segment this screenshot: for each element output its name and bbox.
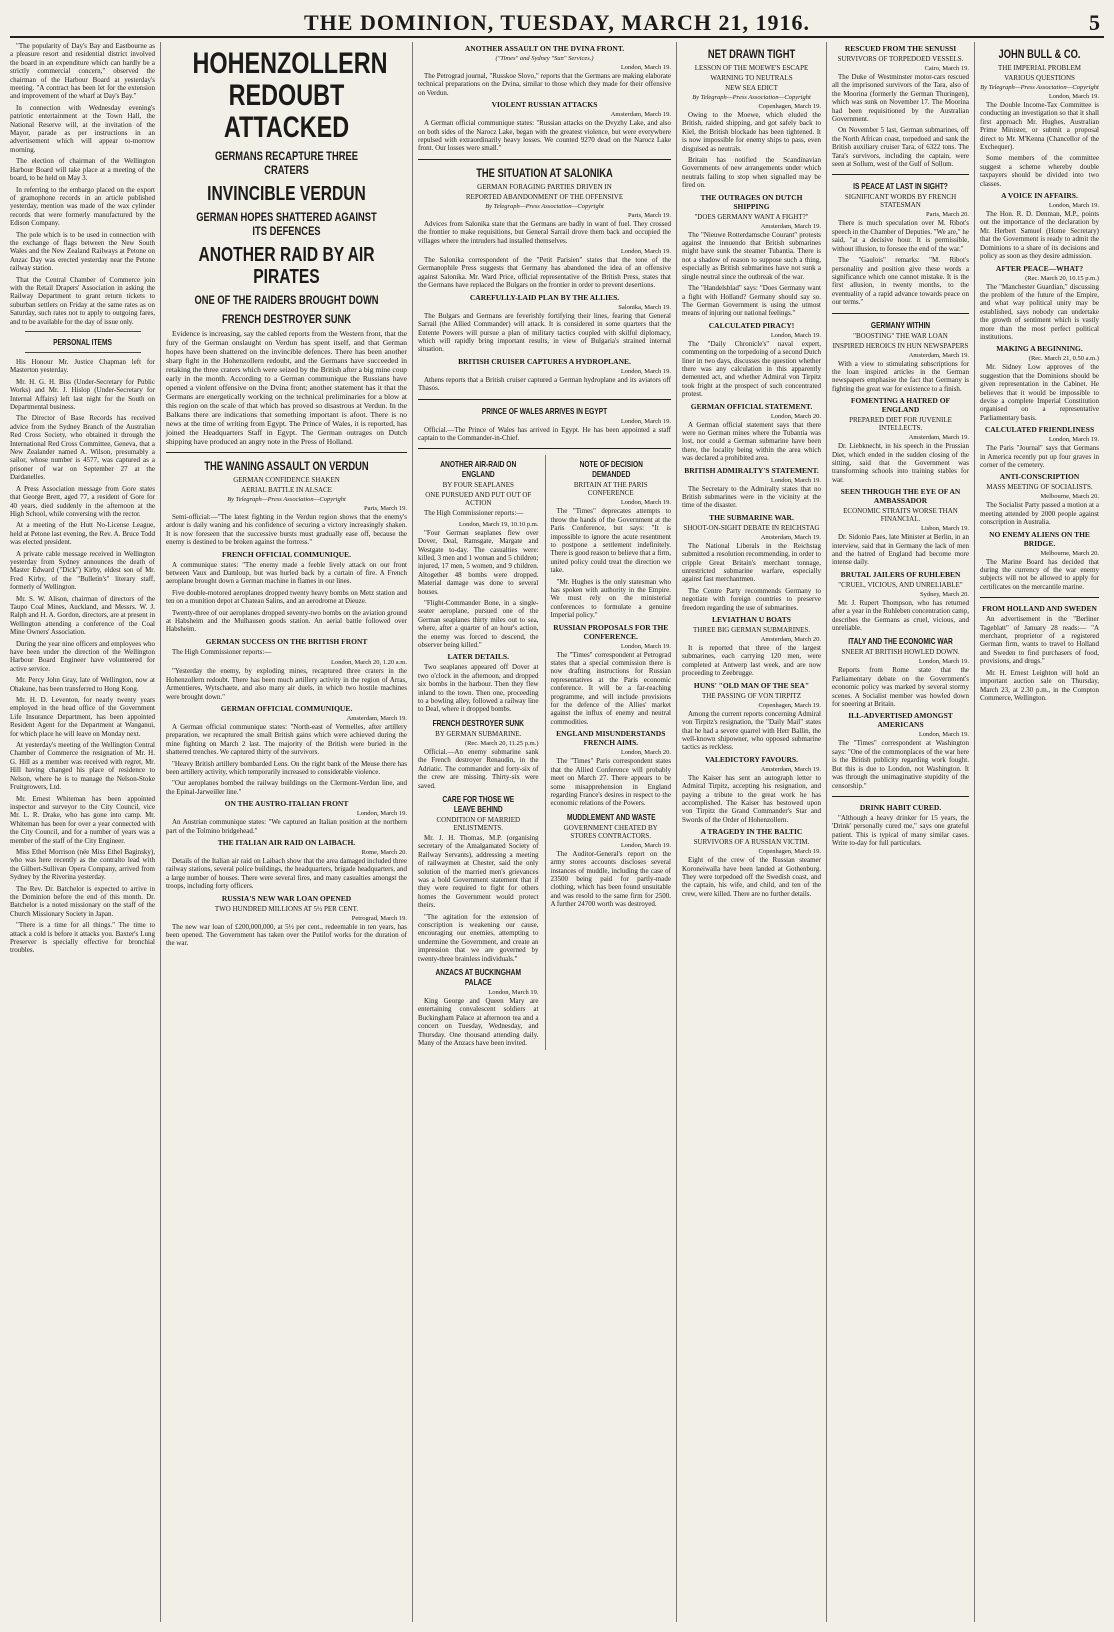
paragraph: The Double Income-Tax Committee is conducting an investigation so that it shall first approach Mr. Hughes, Australian Prime Minister, or submit a proposal direct to Mr. M'Kenna (Chancellor of the Exchequer).	[980, 101, 1099, 152]
dateline: Petrograd, March 19.	[351, 914, 407, 922]
subhead: BRITAIN AT THE PARIS CONFERENCE	[573, 481, 648, 498]
dateline: Salonika, March 19.	[618, 303, 671, 311]
section-head: A TRAGEDY IN THE BALTIC	[700, 827, 803, 837]
paragraph: An advertisement in the "Berliner Tageblatt" of January 28 reads:— "A merchant, proprietor of a registered German firm, wants to travel to Holland and Sweden to find purchasers of food, provisions, and drugs."	[980, 615, 1099, 666]
dateline: Lisbon, March 19.	[920, 525, 969, 533]
paragraph: "The agitation for the extension of conscription is weakening our cause, encouraging our enemies, attempting to undermine the Government, and create an impression that we are governed by twenty-three brainless individuals."	[418, 912, 539, 963]
paragraph: Advices from Salonika state that the Germans are badly in want of fuel. They crossed the frontier to make requisitions, but General Sarrail drove them back and occupied the villages where the intruders had installed themselves.	[418, 219, 671, 245]
section-head: ANOTHER ASSAULT ON THE DVINA FRONT.	[464, 44, 625, 53]
paragraph: "The popularity of Day's Bay and Eastbourne as a pleasure resort and residential district involved the board in an expenditure which can hardly be a strictly commercial concern," observed the chairman of the Harbour Board at yesterday's meeting. "A contract has been let for the extension and improvement of the wharf at Day's Bay."	[10, 42, 155, 101]
dateline: London, March 19.	[620, 248, 671, 256]
section-head: BRITISH CRUISER CAPTURES A HYDROPLANE.	[458, 356, 631, 366]
section-head: NO ENEMY ALIENS ON THE BRIDGE.	[989, 529, 1090, 548]
paragraph: Mr. J. Rupert Thompson, who has returned after a year in the Ruhleben concentration camp, describes the Germans as cruel, vicious, and unreliable.	[832, 598, 969, 633]
subhead: SURVIVORS OF TORPEDOED VESSELS.	[837, 55, 964, 63]
paragraph: Dr. Sidonio Paes, late Minister at Berlin, in an interview, said that in Germany the lack of men and the hatred of England had become more intense daily.	[832, 533, 969, 567]
section-head: AFTER PEACE—WHAT?	[995, 263, 1084, 273]
section-head: LEVIATHAN U BOATS	[712, 615, 791, 625]
paragraph: In referring to the embargo placed on the export of gramophone records in an article published yesterday, mention was made of the wax cylinder records that were formerly manufactured by the Edison Company.	[10, 185, 155, 228]
section-head: FRENCH OFFICIAL COMMUNIQUE.	[222, 549, 351, 559]
section-head: THE SUBMARINE WAR.	[709, 512, 794, 522]
subhead-french-destroyer: FRENCH DESTROYER SUNK	[222, 312, 351, 326]
dateline: Sydney, March 20.	[919, 590, 969, 598]
section-head: MAKING A BEGINNING.	[996, 344, 1083, 354]
dateline: Melbourne, March 20.	[1040, 493, 1099, 501]
paragraph: Eight of the crew of the Russian steamer Koroneiwalla have been landed at Gothenburg. They were torpedoed off the Swedish coast, and the captain, his wife, and child, and ten of the crew, were killed. There are no further details.	[682, 856, 821, 898]
dateline: Paris, March 20.	[926, 211, 969, 219]
section-head: CALCULATED FRIENDLINESS	[984, 425, 1095, 435]
inner-columns	[418, 455, 671, 1050]
section-head: CAREFULLY-LAID PLAN BY THE ALLIES.	[469, 292, 620, 302]
paragraph: The High Commissioner reports:—	[172, 647, 272, 656]
section-head: ON THE AUSTRO-ITALIAN FRONT	[224, 799, 349, 809]
advert-head: DRINK HABIT CURED.	[859, 802, 942, 812]
section-head: SEEN THROUGH THE EYE OF AN AMBASSADOR	[840, 487, 961, 506]
dateline: (Rec. March 21, 0.50 a.m.)	[1028, 355, 1099, 363]
dateline: London, March 19.	[488, 989, 539, 996]
paragraph: "Heavy British artillery bombarded Lens. On the right bank of the Meuse there has been artillery activity, which temporarily increased to considerable violence.	[166, 759, 407, 776]
section-head: GERMAN SUCCESS ON THE BRITISH FRONT	[205, 636, 368, 646]
paragraph: Mr. Percy John Gray, late of Wellington, now at Ohakune, has been transferred to Hong Kong.	[10, 676, 155, 693]
subhead: "DOES GERMANY WANT A FIGHT?"	[694, 212, 809, 221]
subhead-craters: GERMANS RECAPTURE THREE CRATERS	[214, 149, 359, 177]
paragraph: An Austrian communique states: "We captured an Italian position at the northern part of the Tolmino bridgehead."	[166, 818, 407, 835]
column-imperial	[974, 42, 1104, 1622]
source-line: By Telegraph—Press Association—Copyright	[980, 84, 1099, 91]
paragraph: The Socialist Party passed a motion at a meeting attended by 2000 people against conscription in Australia.	[980, 501, 1099, 527]
divider	[166, 452, 407, 453]
subhead: PREPARED DIET FOR JUVENILE INTELLECTS.	[849, 416, 952, 433]
dateline: London, March 19.	[1048, 202, 1099, 210]
headline-italy: ITALY AND THE ECONOMIC WAR	[848, 636, 953, 647]
paragraph: "Mr. Hughes is the only statesman who has spoken with authority in the Empire. We must rely on the ministerial conferences to formulate a genuine Imperial policy."	[550, 577, 671, 620]
dateline: London, March 19.	[918, 731, 969, 739]
dateline: London, March 19.	[620, 841, 671, 849]
source-line: ("Times" and Sydney "Sun" Services.)	[495, 55, 594, 62]
divider	[418, 159, 671, 160]
divider	[832, 313, 969, 314]
paragraph: The Salonika correspondent of the "Petit Parisien" states that the tone of the Germanophile Press suggests that Germany has abandoned the idea of an offensive against Salonika. Mr. Ward Price, official representative of the British Press, states that the Germans have replaced the Bulgars on the frontier in order to prevent desertions.	[418, 256, 671, 290]
paragraph: Official.—The Prince of Wales has arrived in Egypt. He has been appointed a staff captain to the Commander-in-Chief.	[418, 425, 671, 442]
paragraph: At yesterday's meeting of the Wellington Central Chamber of Commerce the resignation of Mr. H. G. Hill as a member was received with regret, Mr. Hill having changed his place of residence to Nelson, where he is to manage the Nelson-Stoke Fruitgrowers, Ltd.	[10, 741, 155, 792]
headline-net-drawn-tight: NET DRAWN TIGHT	[707, 47, 796, 61]
paragraph: With a view to stimulating subscriptions for the loan inspired articles in the German newspapers emphasise the fact that Germany is fighting the great war for existence to a finish.	[832, 359, 969, 393]
paragraph: The Kaiser has sent an autograph letter to Admiral Tirpitz, accepting his resignation, and paying a tribute to the great work he has accomplished. The Kaiser has bestowed upon von Tirpitz the Grand Commander's Star and Swords of the Order of Hohenzollern.	[682, 773, 821, 824]
source-line: By Telegraph—Press Association—Copyright	[692, 94, 811, 101]
headline-invincible-verdun: INVINCIBLE VERDUN	[207, 183, 366, 205]
paragraph: Mr. H. Ernest Leighton will hold an important auction sale on Thursday, March 23, at 2.30 p.m., in the Compton Commerce, Wellington.	[980, 668, 1099, 702]
section-head: RESCUED FROM THE SENUSSI	[844, 44, 957, 53]
dateline: Amsterdam, March 19.	[346, 714, 407, 722]
headline-john-bull: JOHN BULL & CO.	[998, 47, 1081, 61]
section-head: THE OUTRAGES ON DUTCH SHIPPING	[700, 192, 803, 211]
dateline: Melbourne, March 20.	[1040, 549, 1099, 557]
divider	[418, 399, 671, 400]
paragraph: During the year nine officers and employees who have been under the direction of the Wellington Harbour Board Engineer have volunteered for active service.	[10, 639, 155, 673]
subhead: CONDITION OF MARRIED ENLISTMENTS.	[436, 815, 521, 832]
paragraph: The "Manchester Guardian," discussing the problem of the future of the Empire, and what way political unity may be established, says nobody can undertake the growth of sentiment which is vastly more than the most perfect political institutions.	[980, 282, 1099, 341]
paragraph: The High Commissioner reports:—	[424, 509, 524, 518]
section-head: GERMAN OFFICIAL COMMUNIQUE.	[220, 703, 353, 713]
paragraph: At a meeting of the Hutt No-License League, held at Petone last evening, the Rev. A. Bruce Todd was elected president.	[10, 521, 155, 547]
dateline: Paris, March 19.	[364, 505, 407, 512]
paragraph: The National Liberals in the Reichstag submitted a resolution recommending, in order to cripple Great Britain's merchant tonnage, unrestricted submarine warfare, especially against fast merchantmen.	[682, 541, 821, 584]
paragraph: The Auditor-General's report on the army stores accounts discloses several instances of muddle, including the case of 23500 being paid for partly-made clothing, which has been found unsuitable and was resold to the same firm for 2500. A further 24700 worth was destroyed.	[550, 849, 671, 909]
paragraph: The "Nieuwe Rotterdamsche Courant" protests against the innuendo that British submarines might have sunk the steamer Tubantia. There is not a shadow of reason to suppose such a thing, especially as British submarines have not sunk a single neutral since the outbreak of the war.	[682, 230, 821, 281]
headline-personal-items: PERSONAL ITEMS	[53, 337, 112, 347]
subhead: THE PASSING OF VON TIRPITZ	[701, 691, 802, 700]
section-head: RUSSIAN PROPOSALS FOR THE CONFERENCE.	[553, 622, 669, 641]
subhead: "BOOSTING" THE WAR LOAN	[853, 331, 948, 340]
paragraph: Owing to the Moewe, which eluded the British, raided shipping, and got safely back to Kiel, the British blockade has been tightened. It is now impossible for enemy ships to pass, even disguised as neutrals.	[682, 111, 821, 153]
section-head: CALCULATED PIRACY!	[708, 320, 795, 330]
subhead-raider-down: ONE OF THE RAIDERS BROUGHT DOWN	[194, 293, 379, 307]
subhead: SIGNIFICANT WORDS BY FRENCH STATESMAN	[844, 193, 957, 210]
dateline: London, March 19.	[620, 367, 671, 375]
subhead: ONE PURSUED AND PUT OUT OF ACTION	[425, 491, 532, 508]
subhead: ECONOMIC STRAITS WORSE THAN FINANCIAL.	[843, 507, 958, 524]
paragraph: Miss Ethel Morrison (née Miss Ethel Baginsky), who was here recently as the contralto lead with the Gilbert-Sullivan Opera Company, arrived from Sydney by the Riverina yesterday.	[10, 847, 155, 882]
paragraph: "Our aeroplanes bombed the railway buildings on the Clermont-Verdun line, and the Epinal-Jarweiller line."	[166, 779, 407, 796]
paragraph: "There is a time for all things." The time to attack a cold is before it attacks you. Baxter's Lung Preserver is specially effective for bronchial troubles.	[10, 921, 155, 955]
subhead: "CRUEL, VICIOUS, AND UNRELIABLE"	[838, 580, 963, 589]
dateline: (Rec. March 20, 10.15 p.m.)	[1025, 274, 1099, 282]
headline-salonika: THE SITUATION AT SALONIKA	[476, 165, 613, 180]
paragraph: The Rev. Dr. Batchelor is expected to arrive in the Dominion before the end of this month. Dr. Batchelor is a noted missionary on the staff of the Church Missionary Society in Japan.	[10, 884, 155, 918]
paragraph: "Flight-Commander Bone, in a single-seater aeroplane, pursued one of the German seaplanes thirty miles out to sea, where, after a quarter of an hour's action, the enemy was forced to descend, the observer being killed."	[418, 599, 539, 650]
inner-column-right	[545, 455, 672, 1050]
column-war-news	[160, 42, 412, 1622]
subhead: BY GERMAN SUBMARINE.	[435, 729, 522, 738]
section-head: A VOICE IN AFFAIRS.	[1001, 191, 1078, 201]
paragraph: Semi-official:—"The latest fighting in the Verdun region shows that the enemy's ardour is daily waning and his confidence of securing a victory increasingly shaken. It is now foreseen that the successive bursts must gradually ease off, because the enemy is destined to be broken against the fortress."	[166, 513, 407, 547]
subhead: VARIOUS QUESTIONS	[1004, 74, 1075, 82]
dateline: London, March 19.	[620, 642, 671, 650]
paragraph: The Secretary to the Admiralty states that no British submarines were in the vicinity at the time of the disaster.	[682, 484, 821, 510]
inner-column-left	[418, 455, 539, 1050]
column-foreign	[826, 42, 974, 1622]
subhead: SNEER AT BRITISH HOWLED DOWN.	[841, 648, 960, 657]
dateline: Rome, March 20.	[361, 848, 407, 856]
section-head: FROM HOLLAND AND SWEDEN	[982, 604, 1097, 614]
dateline: London, March 19.	[356, 810, 407, 818]
dateline: London, March 19.	[918, 658, 969, 666]
section-head: VIOLENT RUSSIAN ATTACKS	[491, 100, 598, 110]
subhead: TWO HUNDRED MILLIONS AT 5½ PER CENT.	[214, 904, 359, 913]
dateline: Copenhagen, March 19.	[758, 701, 821, 709]
paragraph: Some members of the committee suggest a scheme whereby double taxpayers should be divided into two classes.	[980, 154, 1099, 188]
dateline: Amsterdam, March 19.	[760, 765, 821, 773]
paragraph: There is much speculation over M. Ribot's speech in the Chamber of Deputies. "We are," he said, "at a decisive hour. It is permissible, without illusion, to foresee the end of the war."	[832, 219, 969, 253]
dateline: Amsterdam, March 20.	[760, 636, 821, 644]
paragraph: The Duke of Westminster motor-cars rescued all the imprisoned survivors of the Tara, also of the Moorina (formerly the German Thuringen), which was sunk on November 17. The Moorina had been requisitioned by the Australian Government.	[832, 73, 969, 124]
section-head: THE ITALIAN AIR RAID ON LAIBACH.	[217, 837, 356, 847]
headline-destroyer-sunk: FRENCH DESTROYER SUNK	[432, 717, 524, 728]
headline-muddlement: MUDDLEMENT AND WASTE	[566, 811, 656, 822]
paragraph: The new war loan of £200,000,000, at 5½ per cent., redeemable in ten years, has been opened. The Government has taken over the Putilof works for the duration of the war.	[166, 922, 407, 948]
subhead: MASS MEETING OF SOCIALISTS.	[986, 483, 1093, 492]
paragraph: Mr. J. H. Thomas, M.P. (organising secretary of the Amalgamated Society of Railway Servants), addressing a meeting of railwaymen at Chester, said the only solution of the married men's grievances was a bold Government statement that if they were required to fight for others homes the Government would protect theirs.	[418, 833, 539, 910]
dateline: Copenhagen, March 19.	[758, 848, 821, 856]
dateline: London, March 19.	[770, 331, 821, 339]
headline-anzacs: ANZACS AT BUCKINGHAM PALACE	[435, 967, 521, 987]
paragraph: It is reported that three of the largest submarines, each carrying 120 men, were completed at Antwerp last week, and are now proceeding to Zeebrugge.	[682, 644, 821, 678]
paragraph: Twenty-three of our aeroplanes dropped seventy-two bombs on the aviation ground at Habsheim and the Mulhausen goods station. An aerial battle followed over Habsheim.	[166, 608, 407, 634]
headline-hohenzollern: HOHENZOLLERN REDOUBT ATTACKED	[192, 47, 388, 144]
subhead: THE IMPERIAL PROBLEM	[998, 64, 1081, 72]
subhead: SURVIVORS OF A RUSSIAN VICTIM.	[693, 838, 810, 847]
section-head: LATER DETAILS.	[447, 652, 509, 662]
paragraph: A German official communique states: "North-east of Vermelles, after artillery preparation, we recaptured the small British gains which were achieved during the mine fighting on March 2 last. The majority of the British were buried in the shattered trenches. We captured thirty of the survivors.	[166, 722, 407, 757]
paragraph: A German official communique states: "Russian attacks on the Dvyzhy Lake, and also on both sides of the Narocz Lake, began with the greatest violence, but were everywhere repulsed with extraordinarily heavy losses. We counted 9270 dead on the Narocz Lake front. Our losses were small."	[418, 119, 671, 153]
paragraph: The "Handelsblad" says: "Does Germany want a fight with Holland? Germany should say so. The German Government is using the utmost means of injuring our national feelings."	[682, 284, 821, 318]
dateline: London, March 19, 10.10 p.m.	[458, 520, 539, 528]
section-head: ENGLAND MISUNDERSTANDS FRENCH AIMS.	[556, 729, 666, 748]
dateline: Amsterdam, March 19.	[610, 111, 671, 119]
dateline: Amsterdam, March 19.	[908, 351, 969, 359]
dateline: Cairo, March 19.	[924, 65, 969, 72]
paragraph: Mr. S. W. Alison, chairman of directors of the Taupo Coal Mines, Auckland, and Messrs. W. J. Ralph and H. A. Gordon, directors, are at present in Wellington attending a conference of the Coal Mine Owners' Association.	[10, 594, 155, 637]
paragraph: King George and Queen Mary are entertaining convalescent soldiers at Buckingham Palace at afternoon tea and a concert on Tuesday, Wednesday, and Thursday. One thousand attending daily. Many of the Anzacs have been invited.	[418, 997, 539, 1048]
paragraph: The "Times" correspondent at Washington says: "One of the commonplaces of the war here is the British publicity regarding work fought. But this is due to London, not Washington. It was through the unimaginative stupidity of the censorship."	[832, 739, 969, 790]
subhead: WARNING TO NEUTRALS	[710, 74, 793, 82]
subhead: LESSON OF THE MOEWE'S ESCAPE	[694, 64, 809, 72]
paragraph: A communique states: "The enemy made a feeble lively attack on our front between Vaux and Damloup, but was hurled back by a curtain of fire. A French aeroplane brought down a German machine in flames in our lines.	[166, 560, 407, 586]
dateline: London, March 20.	[620, 749, 671, 757]
paragraph: "Four German seaplanes flew over Dover, Deal, Ramsgate, Margate and Westgate to-day. The casualties were: killed, 3 men and 1 woman and 5 children; injured, 17 men, 5 women, and 9 children. Altogether 48 bombs were dropped. Material damage was done to several houses.	[418, 528, 539, 596]
paragraph: On November 5 last, German submarines, off the North African coast, torpedoed and sank the British auxiliary cruiser Tara, of 6322 tons. The Tara's survivors, including the captain, were seen at Sollum, west of the Gulf of Sollum.	[832, 126, 969, 169]
paragraph: The "Times" Paris correspondent states that the Allied Conference will probably meet on March 27. There appears to be some misapprehension in England regarding France's desires in respect to the economic relations of the Powers.	[550, 757, 671, 808]
subhead: GERMAN FORAGING PARTIES DRIVEN IN	[477, 182, 612, 191]
divider	[980, 597, 1099, 598]
column-naval	[676, 42, 826, 1622]
divider	[25, 331, 141, 332]
subhead: INSPIRED HEROICS IN HUN NEWSPAPERS	[832, 341, 969, 350]
dateline: London, March 20.	[770, 412, 821, 420]
paragraph: Reports from Rome state that the Parliamentary debate on the Government's economic policy was marked by several stormy scenes. A Socialist member was howled down for sneering at Britain.	[832, 666, 969, 709]
paragraph: A German official statement says that there were no German mines where the Tubantia was lost, nor could a German submarine have been there, the locality being within the area which was declared a prohibited area.	[682, 420, 821, 463]
paragraph: Five double-motored aeroplanes dropped twenty heavy bombs on Metz station and ten on a munition depot at Chateau Salins, and an aerodrome at Dieuze.	[166, 588, 407, 606]
divider	[418, 448, 671, 449]
subhead: AERIAL BATTLE IN ALSACE	[241, 486, 332, 494]
headline-care-for-those: CARE FOR THOSE WE LEAVE BEHIND	[442, 793, 515, 814]
paragraph: The Bulgars and Germans are feverishly fortifying their lines, fearing that General Sarrail (the Allied Commander) will attack. It is considered in some quarters that the Entente Powers will pursue a plan of military tactics coupled with skilful diplomacy, which will rapidly bring important results, in view of Bulgaria's strained internal situation.	[418, 311, 671, 354]
paragraph: His Honour Mr. Justice Chapman left for Masterton yesterday.	[10, 358, 155, 375]
paragraph: The "Times" deprecates attempts to throw the hands of the Government at the Paris Conference, but says: "It is impossible to ignore the acute resentment to postpone a settlement indefinitely. There is good reason to believe that a firm, united policy could treat the direction we take.	[550, 507, 671, 575]
section-head: ANTI-CONSCRIPTION	[999, 472, 1080, 482]
paragraph: Two seaplanes appeared off Dover at two o'clock in the afternoon, and dropped six bombs in the harbour. Then they flew inland to the town. Then one, proceeding to a bowling alley, followed a railway line to Deal, where it dropped bombs.	[418, 663, 539, 714]
paragraph: The Paris "Journal" says that Germans in America recently put up four graves in corner of the cemetery.	[980, 444, 1099, 469]
section-head: RUSSIA'S NEW WAR LOAN OPENED	[221, 893, 352, 903]
paragraph: The Marine Board has decided that during the currency of the war enemy subjects will not be allowed to apply for certificates on the mercantile marine.	[980, 557, 1099, 591]
dateline: London, March 19.	[620, 64, 671, 71]
headline-prince-of-wales: PRINCE OF WALES ARRIVES IN EGYPT	[481, 405, 608, 416]
subhead: GOVERNMENT CHEATED BY STORES CONTRACTORS.	[563, 823, 658, 840]
subhead: NEW SEA EDICT	[725, 84, 778, 92]
lead-summary	[166, 329, 407, 446]
section-head: FOMENTING A HATRED OF ENGLAND	[850, 396, 951, 415]
lead-paragraph: Evidence is increasing, say the cabled reports from the Western front, that the fury of the German onslaught on Verdun has spent itself, and that German hopes have been shattered on the invincible defences. There has been another sharp fight in the Hohenzollern redoubt, and the Germans have succeeded in retaking the three craters which were seized by the British after a big mine coup early in the month. According to a German communique the Russians have opened a violent offensive on the Dvina front; another statement has it that the Germans are energetically working on the technical preliminaries for a blow at this region on the scale of that which has proved so disastrous at Verdun. In the Balkans there are indications that something important is afoot. There is no news at the time of writing from Egypt. The Prince of Wales, it is reported, has joined the Headquarters Staff in Egypt. The German outrages on Dutch shipping have produced an angry note in the Press of Holland.	[166, 329, 407, 446]
headline-note-of-decision: NOTE OF DECISION DEMANDED	[579, 459, 643, 480]
dateline: London, March 19.	[620, 417, 671, 425]
paragraph: In connection with Wednesday evening's patriotic entertainment at the Town Hall, the National Reserve will, at the invitation of the Mayor, parade as per instructions in an advertisement which will appear to-morrow morning.	[10, 103, 155, 154]
dateline: Amsterdam, March 19.	[760, 222, 821, 230]
headline-air-raid: ANOTHER AIR-RAID ON ENGLAND	[440, 459, 517, 480]
dateline: London, March 19.	[1048, 436, 1099, 444]
paragraph: Official.—An enemy submarine sank the French destroyer Renaudin, in the Adriatic. The commander and forty-six of the crew are missing. Thirty-six were saved.	[418, 747, 539, 790]
paragraph: A private cable message received in Wellington yesterday from Sydney announces the death of Master Edward ("Dick") Kirby, eldest son of Mr. Fred Kirby, of the "Bulletin's" literary staff, formerly of Wellington.	[10, 549, 155, 592]
headline-air-pirates: ANOTHER RAID BY AIR PIRATES	[198, 244, 375, 288]
subhead: REPORTED ABANDONMENT OF THE OFFENSIVE	[465, 192, 624, 201]
paragraph: The election of chairman of the Wellington Harbour Board will take place at a meeting of the board, to be held on May 3.	[10, 157, 155, 183]
source-line: By Telegraph—Press Association—Copyright	[227, 496, 346, 503]
section-head: BRUTAL JAILERS OF RUHLEBEN	[840, 569, 961, 579]
dateline: Copenhagen, March 19.	[758, 103, 821, 110]
paragraph: The "Times" correspondent at Petrograd states that a special commission there is now drafting instructions for Russian representatives at the Paris economic conference. It will be a far-reaching programme, and will include provisions for the defence of the Allies' market against the influx of enemy and neutral commodities.	[550, 650, 671, 726]
headline-germany-within: GERMANY WITHIN	[870, 319, 931, 330]
dateline: (Rec. March 20, 11.25 p.m.)	[464, 739, 539, 747]
divider	[25, 352, 141, 353]
column-fronts	[412, 42, 676, 1622]
divider	[832, 174, 969, 175]
subhead: THREE BIG GERMAN SUBMARINES.	[692, 626, 811, 635]
section-head: ILL-ADVERTISED AMONGST AMERICANS	[848, 711, 953, 730]
subhead: GERMAN CONFIDENCE SHAKEN	[233, 476, 340, 484]
dateline: London, March 19.	[620, 499, 671, 507]
section-head: BRITISH ADMIRALTY'S STATEMENT.	[684, 465, 819, 475]
dateline: Paris, March 19.	[628, 211, 671, 219]
paragraph: The Hon. R. D. Denman, M.P., points out the importance of the declaration by Mr. Herbert Samuel (Home Secretary) that the Government is ready to admit the Dominions to a share of its decisions and policy as soon as they desire admission.	[980, 210, 1099, 261]
paragraph: Details of the Italian air raid on Laibach show that the area damaged included three railway stations, several police buildings, the headquarters, brigade headquarters, and a large number of houses. There were several fires, and many casualties amongst the troops, including forty officers.	[166, 856, 407, 891]
paragraph: The "Daily Chronicle's" naval expert, commenting on the torpedoing of a second Dutch liner in two days, discusses the question whether there was any calculation in this apparently demented act, and whether Admiral von Tirpitz took fright at the prospect of such concentrated protest.	[682, 339, 821, 399]
paragraph: Mr. Ernest Whiteman has been appointed inspector and surveyor to the City Council, vice Mr. L. R. Drake, who has gone into camp. Mr. Whiteman has been for over a year connected with the City Council, and for a number of years was a member of the staff of the City Engineer.	[10, 794, 155, 845]
paragraph: The Petrograd journal, "Russkoe Slovo," reports that the Germans are making elaborate technical preparations on the Dvina, similar to those which they made for their offensive on Verdun.	[418, 72, 671, 97]
paragraph: "Yesterday the enemy, by exploding mines, recaptured three craters in the Hohenzollern redoubt. There has been much artillery activity in the region of Arras, Armentieres, Wytschaete, and also many air duels, in which two hostile machines were brought down."	[166, 667, 407, 701]
paragraph: The "Gaulois" remarks: "M. Ribot's personality and position give these words a significance which one cannot mistake. It is the first allusion, in twenty months, to the eventuality of a rapid advance towards peace on our terms."	[832, 256, 969, 307]
dateline: London, March 20, 1.20 a.m.	[330, 659, 407, 667]
paragraph: The pole which is to be used in connection with the exchange of flags between the New South Wales and the New Zealand Railways at Petone on Anzac Day was erected yesterday near the Petone railway station.	[10, 230, 155, 273]
section-head: HUNS' "OLD MAN OF THE SEA"	[693, 680, 810, 690]
dateline: Amsterdam, March 19.	[760, 533, 821, 541]
paragraph: Mr. Sidney Low approves of the suggestion that the Dominions should be given representation in the Cabinet. He believes that it would be impossible to devise a complete Imperial Constitution organised on a representative Parliamentary basis.	[980, 363, 1099, 422]
dateline: Amsterdam, March 19.	[908, 434, 969, 442]
source-line: By Telegraph—Press Association—Copyright	[485, 202, 604, 210]
divider	[832, 796, 969, 797]
paragraph: Mr. H. D. Leventon, for nearly twenty years employed in the head office of the Government Life Insurance Department, has been appointed Resident Agent for the Department at Wanganui, for which place he will leave on Monday next.	[10, 696, 155, 738]
headline-waning-assault: THE WANING ASSAULT ON VERDUN	[204, 459, 369, 473]
paragraph: Mr. H. G. H. Biss (Under-Secretary for Public Works) and Mr. J. Hislop (Under-Secretary for Internal Affairs) left last night for the South on Departmental business.	[10, 377, 155, 412]
page-number: 5	[1089, 10, 1100, 35]
masthead	[10, 8, 1104, 38]
columns	[10, 42, 1104, 1622]
subhead: SHOOT-ON-SIGHT DEBATE IN REICHSTAG	[683, 523, 820, 532]
subhead: BY FOUR SEAPLANES	[442, 481, 514, 490]
paragraph: That the Central Chamber of Commerce join with the Retail Drapers' Association in asking the Railway Department to grant return tickets to suburban settlers on Friday at the same rates as on Saturday, such rates not to apply to outgoing fares, and to be available for the day of issue only.	[10, 275, 155, 326]
paragraph: Among the current reports concerning Admiral von Tirpitz's resignation, the "Daily Mail" states that he had a severe quarrel with Herr Ballin, the well-known shipowner, who opposed submarine tactics as reckless.	[682, 709, 821, 752]
advert-text: "Although a heavy drinker for 15 years, the 'Drink' personally cured me," says one grateful patient. This is typical of many similar cases. Write to-day for full particulars.	[832, 813, 969, 848]
section-head: VALEDICTORY FAVOURS.	[705, 754, 798, 764]
paragraph: The Centre Party recommends Germany to negotiate with foreign countries to preserve freedom regarding the use of submarines.	[682, 586, 821, 612]
column-local-news	[10, 42, 160, 1622]
paragraph: A Press Association message from Gore states that George Brett, aged 77, a resident of Gore for 40 years, died suddenly in the afternoon at the High School, while conversing with the rector.	[10, 484, 155, 518]
paragraph: The Director of Base Records has received advice from the Sydney Branch of the Australian Red Cross Society, who obtained it through the International Red Cross Committee, Geneva, that a New Zealander named A. Wilson, presumably a sailor, whose number is 4577, was captured as a prisoner of war on September 27 at the Dardanelles.	[10, 414, 155, 482]
masthead-title: THE DOMINION, TUESDAY, MARCH 21, 1916.	[304, 10, 810, 35]
dateline: London, March 19.	[770, 476, 821, 484]
headline-peace-in-sight: IS PEACE AT LAST IN SIGHT?	[853, 181, 948, 192]
paragraph: Britain has notified the Scandinavian Governments of new arrangements under which neutrals failing to stop when signalled may be fired on.	[682, 156, 821, 190]
paragraph: Dr. Liebknecht, in his speech in the Prussian Diet, which ended in the sudden closing of the sitting, said that the Government was transforming schools into training stables for war.	[832, 442, 969, 484]
subhead-german-hopes: GERMAN HOPES SHATTERED AGAINST ITS DEFENCES	[196, 210, 377, 238]
dateline: London, March 19.	[1048, 93, 1099, 100]
paragraph: Athens reports that a British cruiser captured a German hydroplane and its aviators off Thasos.	[418, 375, 671, 393]
section-head: GERMAN OFFICIAL STATEMENT.	[690, 401, 813, 411]
